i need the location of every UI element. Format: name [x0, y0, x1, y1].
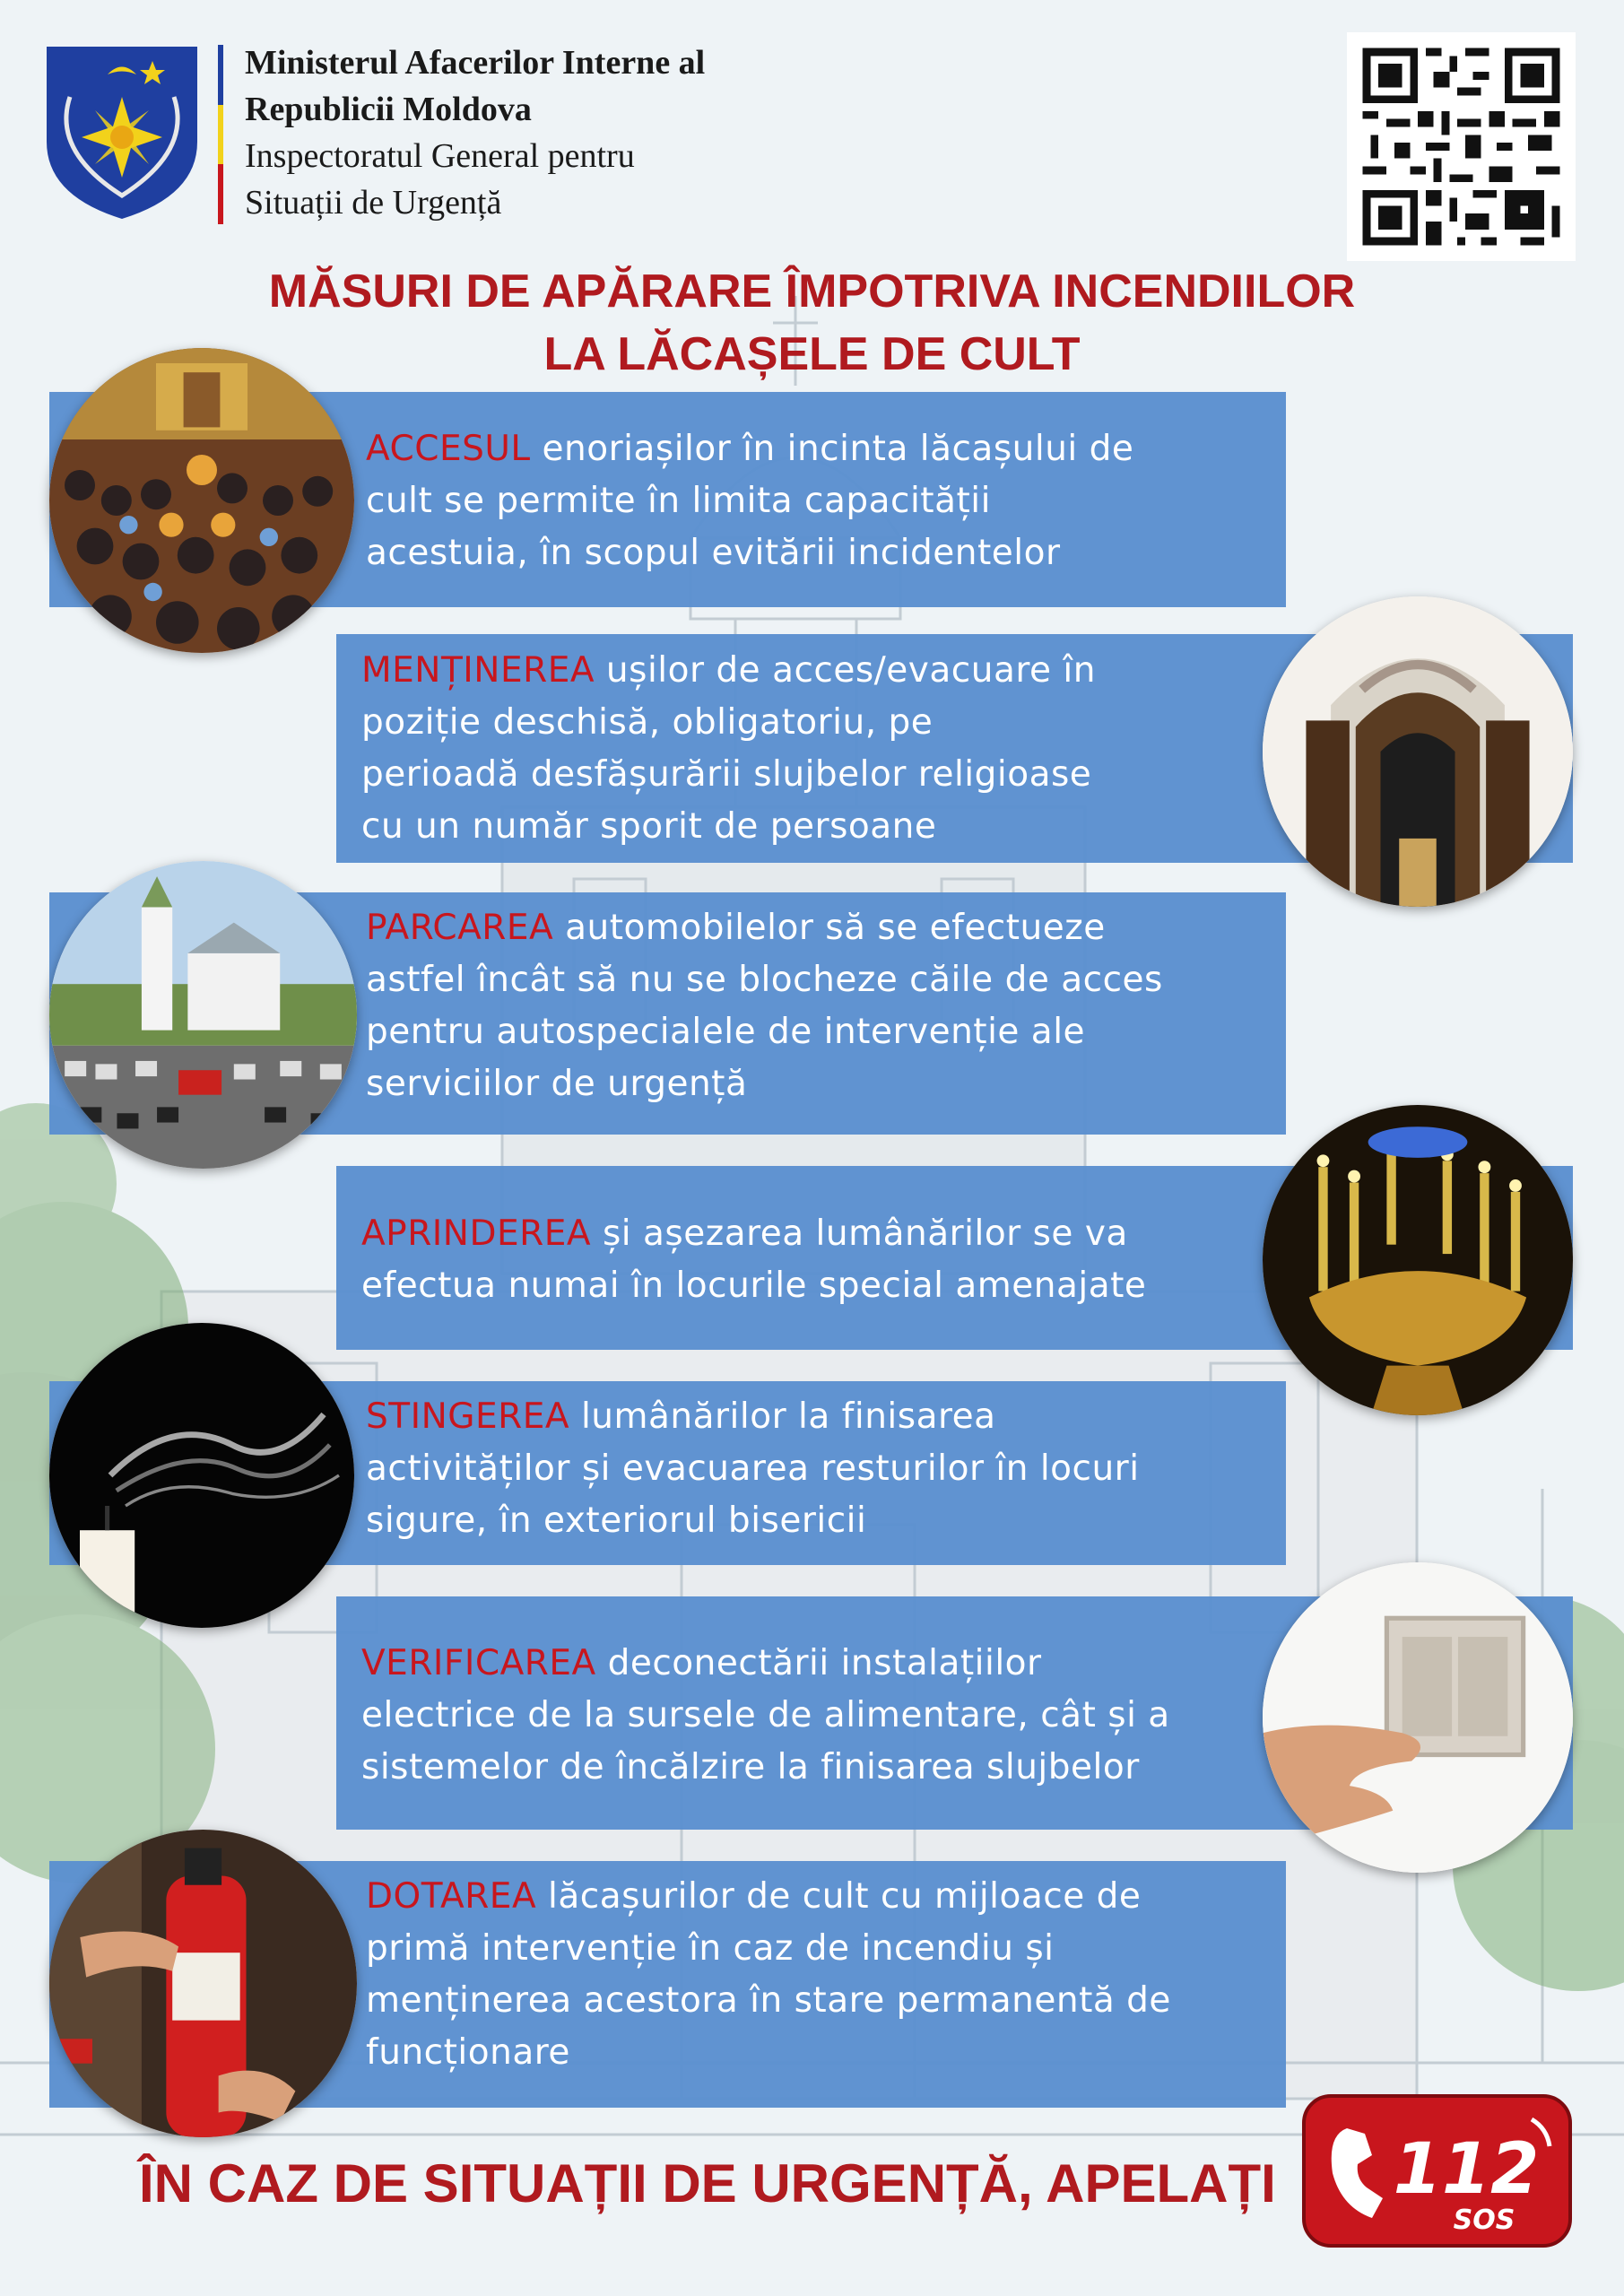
- measure-text-electrics: VERIFICAREA deconectării instalațiilor electrice de la sursele de alimentare, cât și a sistemelor de încălzire la finisarea slujbelor: [361, 1643, 1170, 1787]
- emergency-sos-label: SOS: [1453, 2205, 1515, 2236]
- title-line-2: LA LĂCAȘELE DE CULT: [543, 328, 1081, 380]
- measure-text-equipment: DOTAREA lăcașurilor de cult cu mijloace de primă intervenție în caz de incendiu și menținerea acestora în stare permanentă de funcționare: [366, 1876, 1171, 2073]
- emergency-number: 112: [1393, 2129, 1540, 2210]
- emergency-112-badge[interactable]: [1300, 2092, 1574, 2249]
- ministry-line-1: Ministerul Afacerilor Interne al: [245, 44, 706, 82]
- measure-keyword: STINGEREA: [366, 1396, 570, 1437]
- coat-of-arms-icon: [43, 43, 201, 222]
- ministry-line-4: Situații de Urgență: [245, 184, 502, 222]
- measure-keyword: DOTAREA: [366, 1876, 537, 1917]
- qr-code-icon[interactable]: [1347, 32, 1576, 261]
- measure-keyword: ACCESUL: [366, 429, 531, 469]
- title-line-1: MĂSURI DE APĂRARE ÎMPOTRIVA INCENDIILOR: [268, 265, 1356, 317]
- flag-color-bars: [218, 45, 223, 224]
- measure-text-access: ACCESUL enoriașilor în incinta lăcașului de cult se permite în limita capacității acestuia, în scopul evitării incidentelor: [366, 429, 1134, 573]
- church-doors-photo: [1263, 596, 1573, 907]
- candle-stand-photo: [1263, 1105, 1573, 1415]
- measure-keyword: VERIFICAREA: [361, 1643, 596, 1683]
- extinguished-candle-photo: [49, 1323, 354, 1628]
- measure-keyword: APRINDEREA: [361, 1213, 592, 1254]
- church-parking-photo: [49, 861, 357, 1169]
- fire-extinguisher-photo: [49, 1830, 357, 2137]
- measure-text-doors: MENȚINEREA ușilor de acces/evacuare în poziție deschisă, obligatoriu, pe perioadă desfășurării slujbelor religioase cu un număr sporit de persoane: [361, 650, 1096, 847]
- emergency-call-text: ÎN CAZ DE SITUAȚII DE URGENȚĂ, APELAȚI: [139, 2153, 1276, 2213]
- measure-text-parking: PARCAREA automobilelor să se efectueze astfel încât să nu se blocheze căile de acces pentru autospecialele de intervenție ale serviciilor de urgență: [366, 908, 1163, 1104]
- ministry-line-2: Republicii Moldova: [245, 91, 532, 128]
- measure-keyword: PARCAREA: [366, 908, 554, 948]
- ministry-line-3: Inspectoratul General pentru: [245, 137, 635, 175]
- ministry-name: [245, 39, 705, 226]
- church-crowd-photo: [49, 348, 354, 653]
- measure-keyword: MENȚINEREA: [361, 650, 595, 691]
- measure-text-extinguish: STINGEREA lumânărilor la finisarea activităților și evacuarea resturilor în locuri sigure, în exteriorul bisericii: [366, 1396, 1140, 1541]
- light-switch-photo: [1263, 1562, 1573, 1873]
- measure-text-candles: APRINDEREA și așezarea lumânărilor se va efectua numai în locurile special amenajate: [361, 1213, 1147, 1306]
